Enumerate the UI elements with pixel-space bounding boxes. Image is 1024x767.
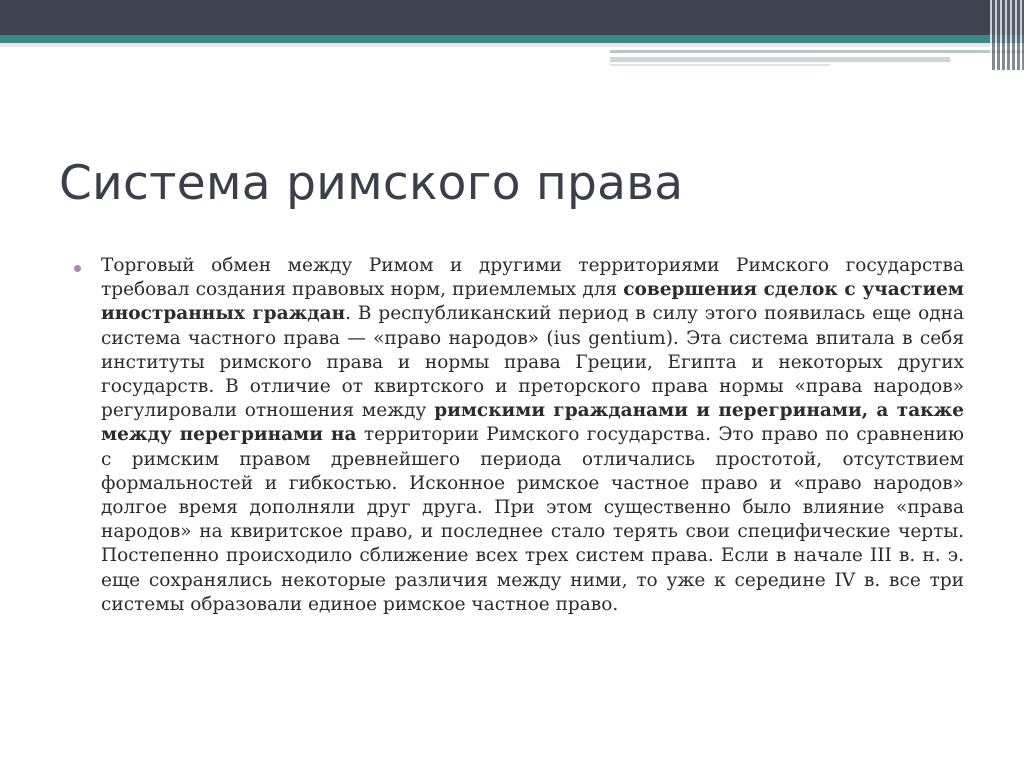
accent-line-1	[610, 50, 1024, 53]
slide-title: Система римского права	[59, 156, 684, 211]
top-dark-band	[0, 0, 1024, 35]
text-segment-2: . В республиканский период в силу этого появилась еще одна система частного права — «право народов» (ius gentium). Эта система впитала в себя институты римского права и нормы права Греции, Египта и некоторых других государств. В отличие от квиртского и преторского права нормы «права народов» регулировали отношения между	[101, 303, 964, 422]
text-segment-3: территории Римского государства. Это право по сравнению с римским правом древнейшего периода отличались простотой, отсутствием формальностей и гибкостью. Исконное римское частное право и «право народов» долгое время дополняли друг друга. При этом существенно было влияние «права народов» на квиритское право, и последнее стало терять свои специфические черты. Постепенно происходило сближение всех трех систем права. Если в начале III в. н. э. еще сохранялись некоторые различия между ними, то уже к середине IV в. все три системы образовали единое римское частное право.	[101, 424, 964, 615]
accent-line-3	[610, 64, 830, 66]
body-paragraph	[101, 254, 964, 617]
list-item	[74, 254, 964, 617]
corner-stripes	[990, 0, 1024, 70]
top-light-band	[0, 43, 1024, 47]
bold-segment-1: совершения сделок с участием иностранных граждан	[101, 279, 965, 325]
bullet-dot-icon	[74, 265, 81, 272]
text-segment-1: Торговый обмен между Римом и другими территориями Римского государства требовал создания правовых норм, приемлемых для	[101, 255, 964, 301]
top-teal-band	[0, 35, 1024, 43]
bold-segment-2: римскими гражданами и перегринами, а также между перегринами на	[101, 400, 964, 446]
content-list	[74, 254, 964, 617]
accent-line-2	[610, 57, 950, 62]
